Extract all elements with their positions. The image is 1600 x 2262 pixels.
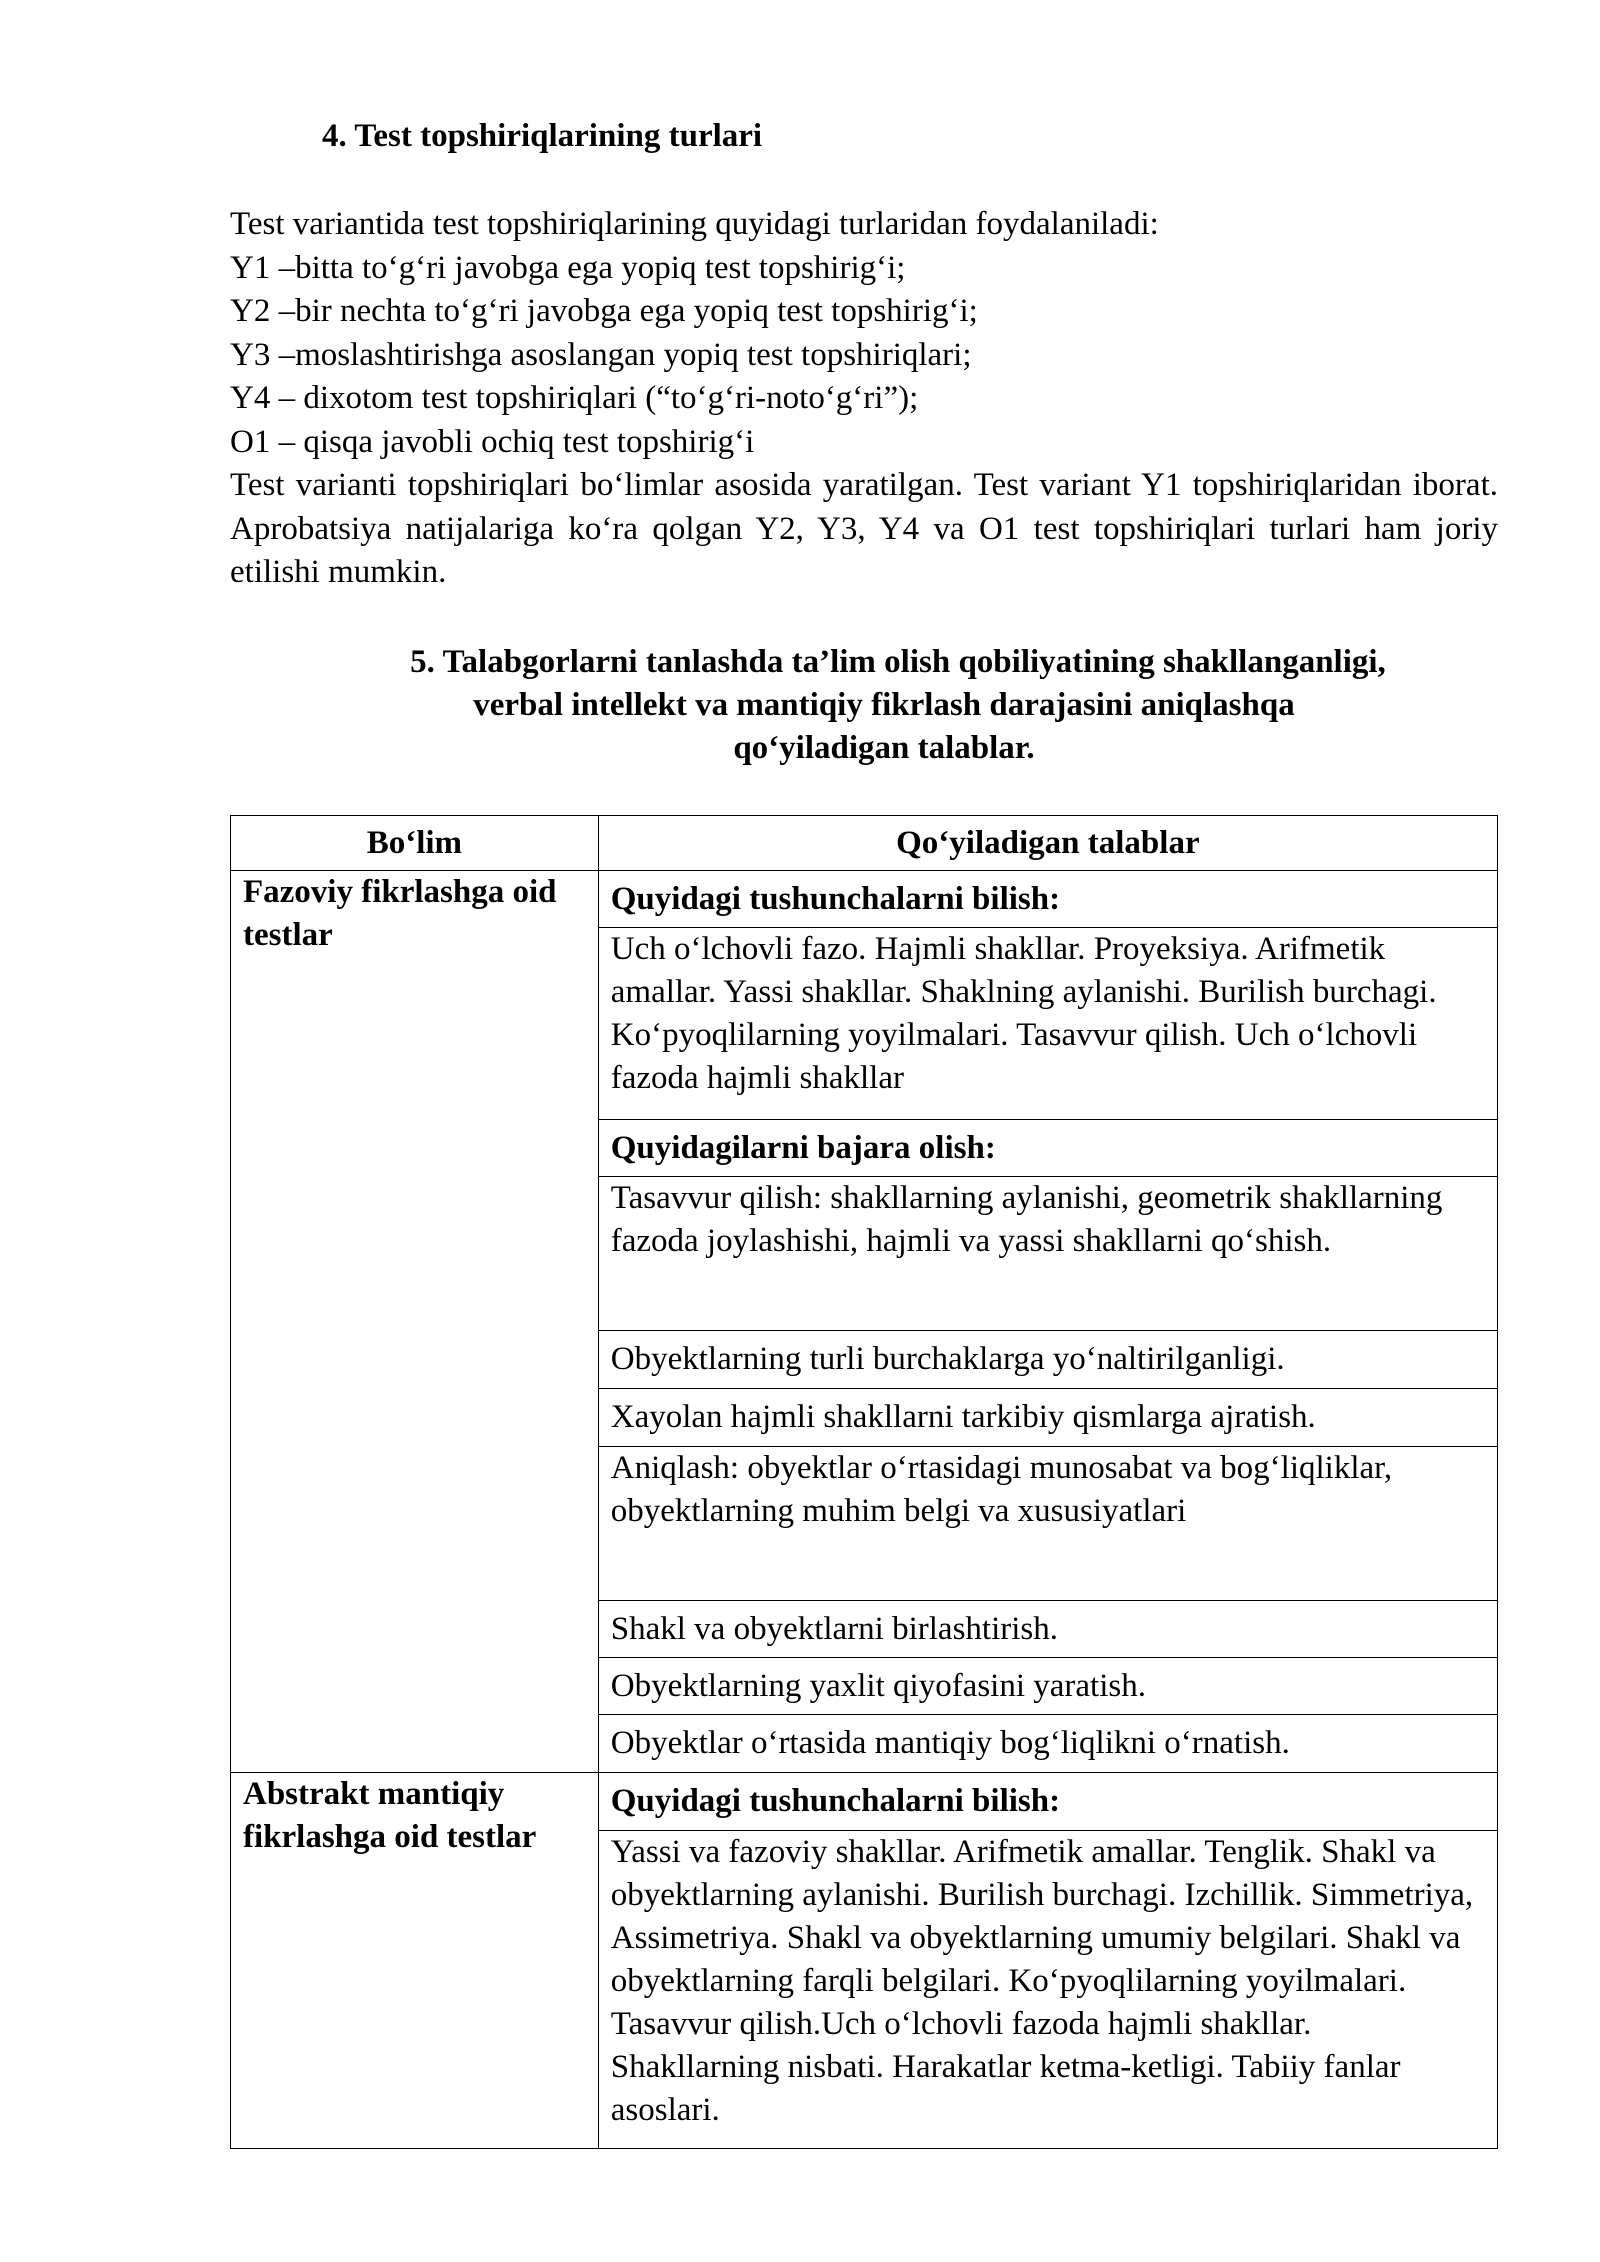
requirement-cell: Xayolan hajmli shakllarni tarkibiy qismlarga ajratish. [598, 1389, 1497, 1447]
intro-line: O1 – qisqa javobli ochiq test topshirig‘i [230, 423, 755, 460]
section-4-body [230, 203, 1498, 595]
section-5-heading-line: 5. Talabgorlarni tanlashda ta’lim olish qobiliyatining shakllanganligi, [410, 644, 1386, 680]
requirement-heading: Quyidagi tushunchalarni bilish: [598, 1773, 1497, 1831]
requirement-cell: Tasavvur qilish: shakllarning aylanishi, geometrik shakllarning fazoda joylashishi, hajmli va yassi shakllarni qo‘shish. [598, 1177, 1497, 1331]
section-5-heading-line: qo‘yiladigan talablar. [733, 730, 1035, 766]
section-5-heading [230, 641, 1498, 770]
requirement-cell: Obyektlar o‘rtasida mantiqiy bog‘liqlikni o‘rnatish. [598, 1715, 1497, 1773]
table-row [231, 1773, 1498, 1831]
requirement-cell: Obyektlarning turli burchaklarga yo‘naltirilganligi. [598, 1331, 1497, 1389]
requirement-cell: Obyektlarning yaxlit qiyofasini yaratish. [598, 1658, 1497, 1715]
table-row [231, 871, 1498, 928]
intro-line: Y1 –bitta to‘g‘ri javobga ega yopiq test topshirig‘i; [230, 249, 906, 286]
intro-line: Y3 –moslashtirishga asoslangan yopiq test topshiriqlari; [230, 336, 972, 373]
requirement-cell: Uch o‘lchovli fazo. Hajmli shakllar. Proyeksiya. Arifmetik amallar. Yassi shakllar. Shaklning aylanishi. Burilish burchagi. Ko‘pyoqlilarning yoyilmalari. Tasavvur qilish. Uch o‘lchovli fazoda hajmli shakllar [598, 928, 1497, 1120]
intro-paragraph: Test varianti topshiriqlari bo‘limlar asosida yaratilgan. Test variant Y1 topshiriqlaridan iborat. Aprobatsiya natijalariga ko‘ra qolgan Y2, Y3, Y4 va O1 test topshiriqlari turlari ham joriy etilishi mumkin. [230, 467, 1498, 590]
intro-line: Test variantida test topshiriqlarining quyidagi turlaridan foydalaniladi: [230, 206, 1159, 242]
intro-line: Y2 –bir nechta to‘g‘ri javobga ega yopiq test topshirig‘i; [230, 293, 978, 329]
column-header-section: Bo‘lim [231, 816, 599, 871]
section-cell-abstract: Abstrakt mantiqiy fikrlashga oid testlar [231, 1773, 599, 2149]
section-4-heading: 4. Test topshiriqlarining turlari [322, 118, 763, 154]
requirement-heading: Quyidagilarni bajara olish: [598, 1120, 1497, 1177]
requirement-cell: Shakl va obyektlarni birlashtirish. [598, 1601, 1497, 1658]
table-header-row [231, 816, 1498, 871]
section-cell-spatial: Fazoviy fikrlashga oid testlar [231, 871, 599, 1773]
requirement-cell: Aniqlash: obyektlar o‘rtasidagi munosabat va bog‘liqliklar, obyektlarning muhim belgi va xususiyatlari [598, 1447, 1497, 1601]
requirement-heading: Quyidagi tushunchalarni bilish: [598, 871, 1497, 928]
intro-line: Y4 – dixotom test topshiriqlari (“to‘g‘ri-noto‘g‘ri”); [230, 380, 919, 416]
section-5-heading-line: verbal intellekt va mantiqiy fikrlash darajasini aniqlashqa [473, 687, 1295, 723]
column-header-requirements: Qo‘yiladigan talablar [598, 816, 1497, 871]
requirement-cell: Yassi va fazoviy shakllar. Arifmetik amallar. Tenglik. Shakl va obyektlarning aylanishi. Burilish burchagi. Izchillik. Simmetriya, Assimetriya. Shakl va obyektlarning umumiy belgilari. Shakl va obyektlarning farqli belgilari. Ko‘pyoqlilarning yoyilmalari. Tasavvur qilish.Uch o‘lchovli fazoda hajmli shakllar. Shakllarning nisbati. Harakatlar ketma-ketligi. Tabiiy fanlar asoslari. [598, 1831, 1497, 2149]
requirements-table [230, 815, 1498, 2149]
